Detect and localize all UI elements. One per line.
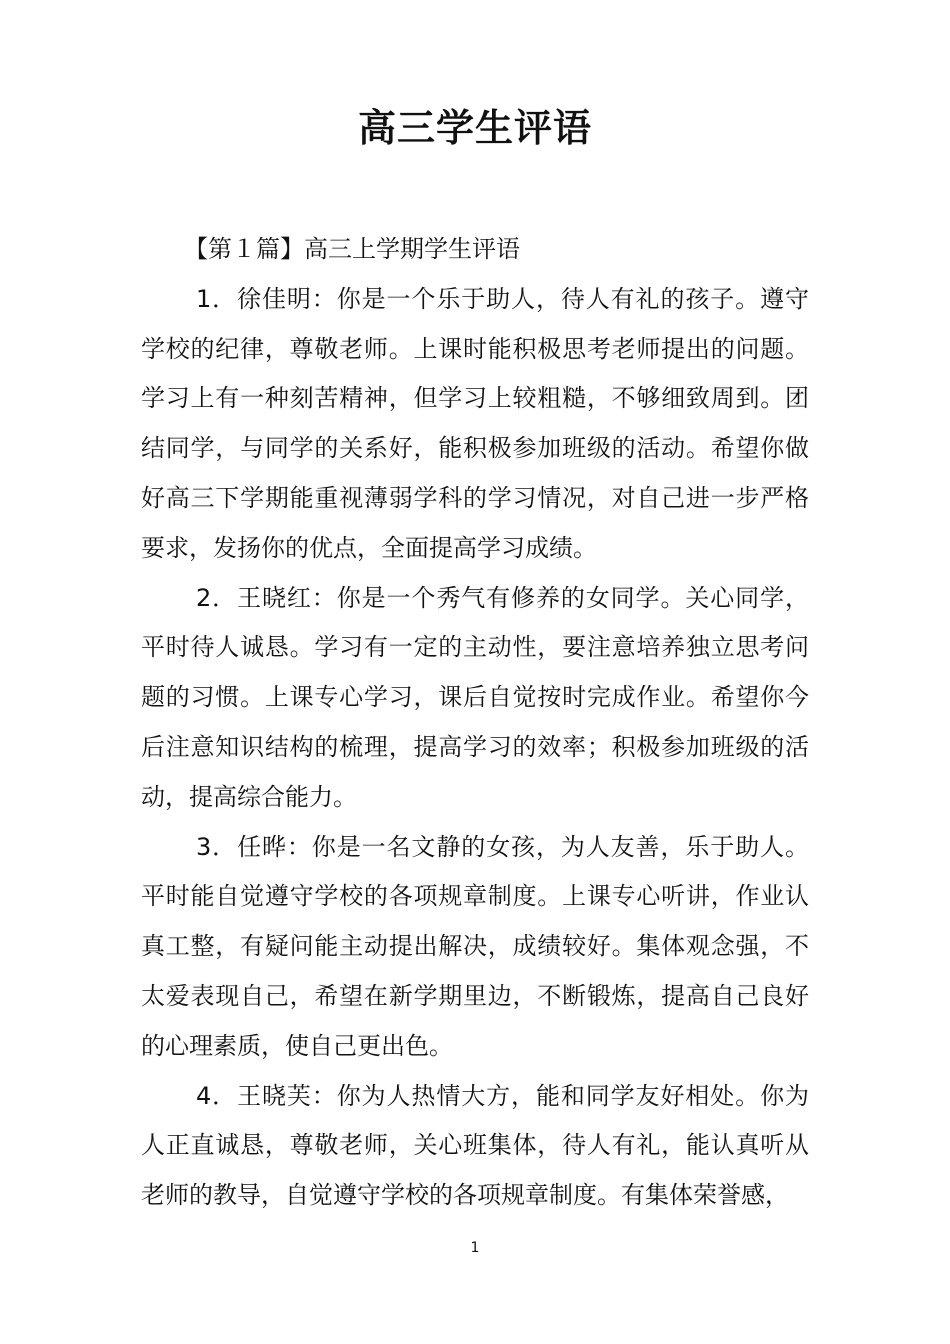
comment-paragraph-4: 4．王晓芙：你为人热情大方，能和同学友好相处。你为人正直诚恳，尊敬老师，关心班集体，待人有礼，能认真听从老师的教导，自觉遵守学校的各项规章制度。有集体荣誉感，	[141, 1081, 809, 1210]
comment-paragraph-1: 1．徐佳明：你是一个乐于助人，待人有礼的孩子。遵守学校的纪律，尊敬老师。上课时能积极思考老师提出的问题。学习上有一种刻苦精神，但学习上较粗糙，不够细致周到。团结同学，与同学的关系好，能积极参加班级的活动。希望你做好高三下学期能重视薄弱学科的学习情况，对自己进一步严格要求，发扬你的优点，全面提高学习成绩。	[141, 284, 809, 562]
page-number: 1	[470, 1240, 480, 1256]
section-heading: 【第１篇】高三上学期学生评语	[184, 235, 520, 263]
document-title: 高三学生评语	[357, 106, 592, 150]
comment-paragraph-3: 3．任晔：你是一名文静的女孩，为人友善，乐于助人。平时能自觉遵守学校的各项规章制度。上课专心听讲，作业认真工整，有疑问能主动提出解决，成绩较好。集体观念强，不太爱表现自己，希望在新学期里边，不断锻炼，提高自己良好的心理素质，使自己更出色。	[141, 832, 809, 1060]
document-body	[141, 225, 809, 1221]
comment-paragraph-2: 2．王晓红：你是一个秀气有修养的女同学。关心同学，平时待人诚恳。学习有一定的主动性，要注意培养独立思考问题的习惯。上课专心学习，课后自觉按时完成作业。希望你今后注意知识结构的梳理，提高学习的效率；积极参加班级的活动，提高综合能力。	[141, 583, 809, 811]
